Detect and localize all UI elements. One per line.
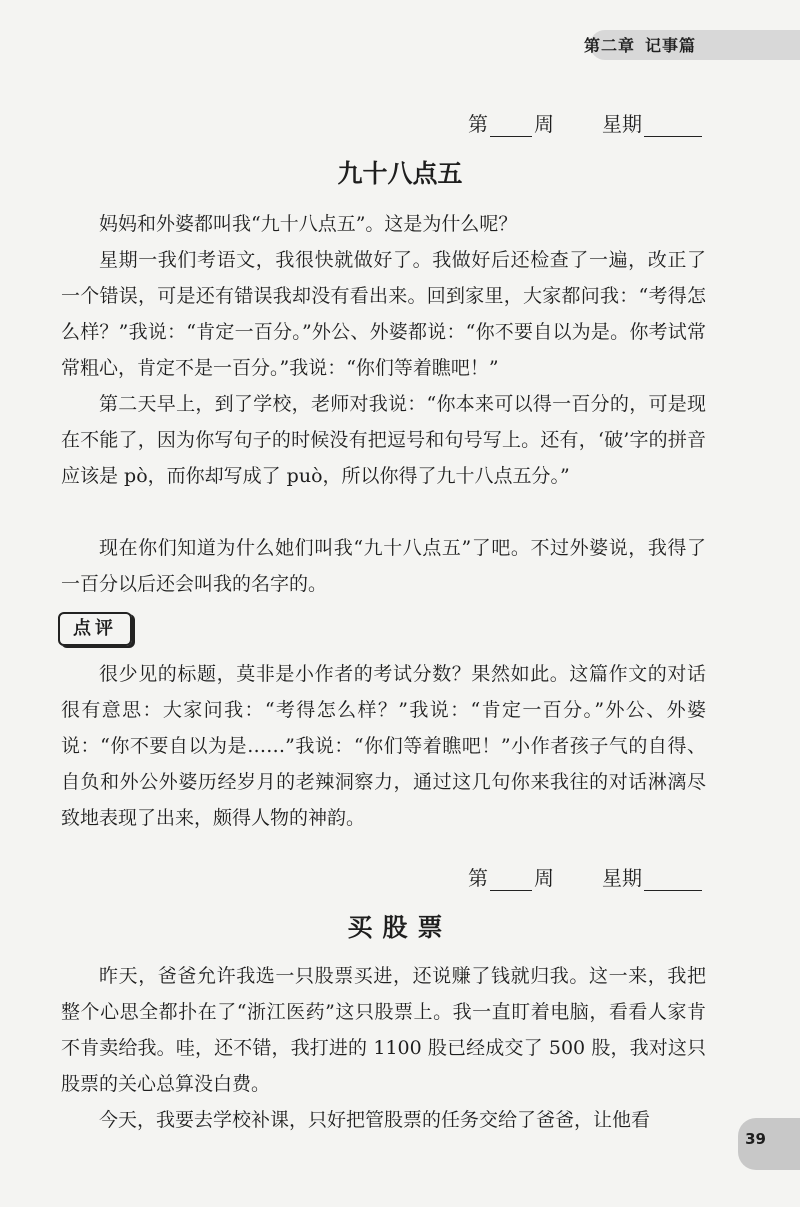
essay1-paragraph: 妈妈和外婆都叫我“九十八点五”。这是为什么呢？ <box>99 213 518 235</box>
page-number: 39 <box>745 1130 766 1148</box>
week-blank[interactable] <box>490 116 532 137</box>
week-blank[interactable] <box>490 870 532 891</box>
essay2-paragraph: 今天，我要去学校补课，只好把管股票的任务交给了爸爸，让他看 <box>99 1109 651 1131</box>
chapter-header <box>584 33 696 56</box>
section-label: 记事篇 <box>644 36 696 55</box>
date-line-1: 第 周 星期 <box>468 108 704 137</box>
essay1-title: 九十八点五 <box>337 159 463 188</box>
essay1-paragraph: 现在你们知道为什么她们叫我“九十八点五”了吧。不过外婆说，我得了一百分以后还会叫我的名字的。 <box>61 537 706 595</box>
chapter-label: 第二章 <box>583 36 635 55</box>
essay2-title: 买股票 <box>347 913 453 942</box>
weekday-blank[interactable] <box>644 870 702 891</box>
essay1-paragraph: 第二天早上，到了学校，老师对我说：“你本来可以得一百分的，可是现在不能了，因为你写句子的时候没有把逗号和句号写上。还有，‘破’字的拼音应该是 pò，而你却写成了 può，所以你得了九十八点五分。” <box>61 393 706 487</box>
date-line-2: 第 周 星期 <box>468 862 704 891</box>
essay2-paragraph: 昨天，爸爸允许我选一只股票买进，还说赚了钱就归我。这一来，我把整个心思全都扑在了“浙江医药”这只股票上。我一直盯着电脑，看看人家肯不肯卖给我。哇，还不错，我打进的 1100 股已经成交了 500 股，我对这只股票的关心总算没白费。 <box>61 965 706 1095</box>
essay1-paragraph: 星期一我们考语文，我很快就做好了。我做好后还检查了一遍，改正了一个错误，可是还有错误我却没有看出来。回到家里，大家都问我：“考得怎么样？”我说：“肯定一百分。”外公、外婆都说：“你不要自以为是。你考试常常粗心，肯定不是一百分。”我说：“你们等着瞧吧！” <box>61 249 706 379</box>
comment-text: 很少见的标题，莫非是小作者的考试分数？果然如此。这篇作文的对话很有意思：大家问我：“考得怎么样？”我说：“肯定一百分。”外公、外婆说：“你不要自以为是……”我说：“你们等着瞧吧！”小作者孩子气的自得、自负和外公外婆历经岁月的老辣洞察力，通过这几句你来我往的对话淋漓尽致地表现了出来，颇得人物的神韵。 <box>61 663 706 829</box>
comment-badge: 点评 <box>58 612 132 646</box>
weekday-blank[interactable] <box>644 116 702 137</box>
